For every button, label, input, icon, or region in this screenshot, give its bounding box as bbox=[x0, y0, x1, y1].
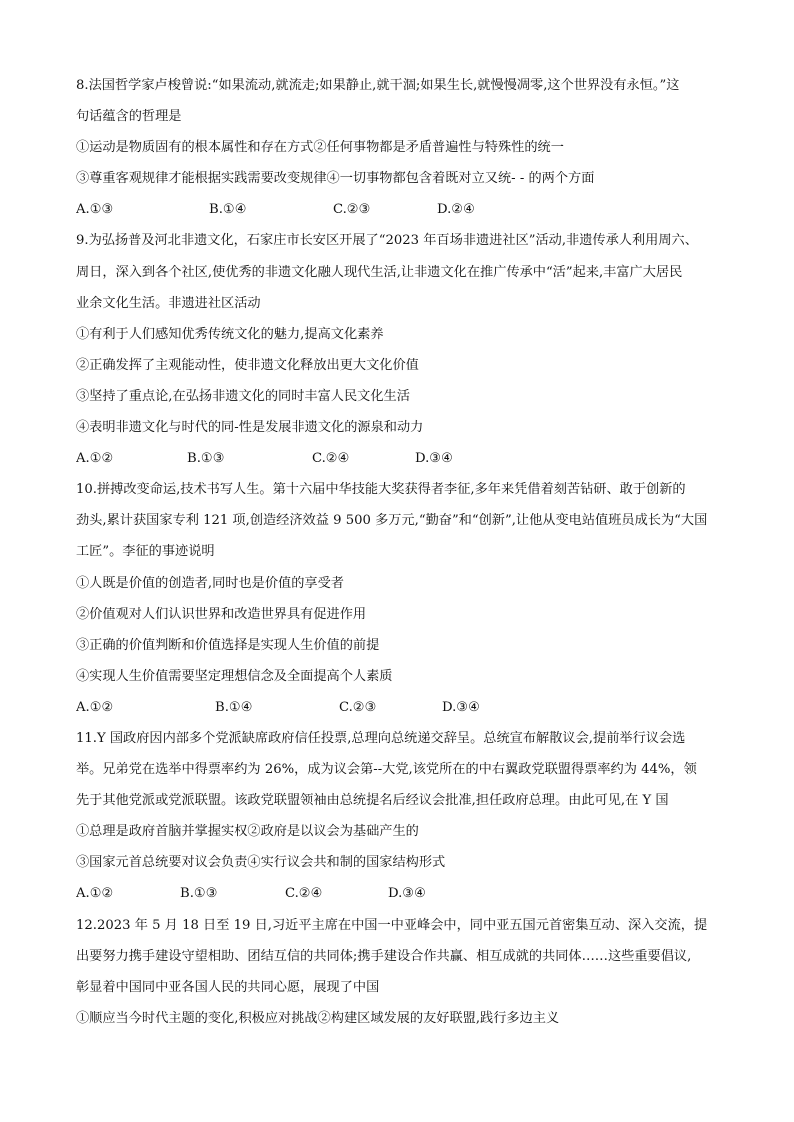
question-stem-line: 8.法国哲学家卢梭曾说:“如果流动,就流走;如果静止,就干涸;如果生长,就慢慢凋零,这个世界没有永恒。”这 bbox=[76, 78, 680, 93]
answer-choice-c[interactable]: C.②④ bbox=[285, 886, 323, 902]
question-option-line: ③正确的价值判断和价值选择是实现人生价值的前提 bbox=[76, 637, 380, 653]
question-option-line: ③国家元首总统要对议会负责④实行议会共和制的国家结构形式 bbox=[76, 855, 446, 871]
answer-choice-d[interactable]: D.③④ bbox=[388, 886, 426, 902]
question-stem-line: 先于其他党派或党派联盟。该政党联盟领袖由总统提名后经议会批准,担任政府总理。由此可见,在 Y 国 bbox=[76, 793, 669, 809]
question-stem-line: 9.为弘扬普及河北非遗文化，石家庄市长安区开展了“2023 年百场非遗进社区”活动,非遗传承人利用周六、 bbox=[76, 233, 698, 249]
answer-choice-c[interactable]: C.②③ bbox=[339, 699, 377, 715]
question-option-line: ①总理是政府首脑并掌握实权②政府是以议会为基础产生的 bbox=[76, 824, 419, 840]
answer-choice-d[interactable]: D.③④ bbox=[442, 699, 480, 715]
answer-choices bbox=[76, 698, 736, 729]
question-stem-line: 10.拼搏改变命运,技术书写人生。第十六届中华技能大奖获得者李征,多年来凭借着刻苦钻研、敢于创新的 bbox=[76, 482, 686, 498]
answer-choice-c[interactable]: C.②③ bbox=[333, 202, 371, 218]
question-stem-line: 业余文化生活。非遗进社区活动 bbox=[76, 295, 261, 311]
question-12 bbox=[76, 916, 736, 1040]
question-option-line: ④实现人生价值需要坚定理想信念及全面提高个人素质 bbox=[76, 668, 393, 684]
answer-choice-b[interactable]: B.①③ bbox=[187, 451, 225, 467]
answer-choices bbox=[76, 200, 736, 231]
question-option-line: ①运动是物质固有的根本属性和存在方式②任何事物都是矛盾普遍性与特殊性的统一 bbox=[76, 140, 564, 156]
question-option-line: ②正确发挥了主观能动性，使非遗文化释放出更大文化价值 bbox=[76, 357, 419, 373]
question-stem-line: 彰显着中国同中亚各国人民的共同心愿，展现了中国 bbox=[76, 979, 380, 995]
question-stem-line: 11.Y 国政府因内部多个党派缺席政府信任投票,总理向总统递交辞呈。总统宣布解散议会,提前举行议会选 bbox=[76, 730, 686, 746]
question-stem-line: 出要努力携手建设守望相助、团结互信的共同体;携手建设合作共赢、相互成就的共同体……这些重要倡议, bbox=[76, 948, 692, 964]
answer-choice-c[interactable]: C.②④ bbox=[312, 451, 350, 467]
answer-choice-b[interactable]: B.①③ bbox=[180, 886, 218, 902]
question-9 bbox=[76, 231, 736, 480]
question-stem-line: 劲头,累计获国家专利 121 项,创造经济效益 9 500 多万元,“勤奋”和“创新”,让他从变电站值班员成长为“大国 bbox=[76, 513, 708, 529]
question-11 bbox=[76, 729, 736, 916]
question-option-line: ①人既是价值的创造者,同时也是价值的享受者 bbox=[76, 575, 344, 591]
question-option-line: ②价值观对人们认识世界和改造世界具有促进作用 bbox=[76, 606, 367, 622]
question-option-line: ①有利于人们感知优秀传统文化的魅力,提高文化素养 bbox=[76, 326, 384, 342]
answer-choice-b[interactable]: B.①④ bbox=[209, 202, 247, 218]
question-option-line: ③尊重客观规律才能根据实践需要改变规律④一切事物都包含着既对立又统- - 的两个方面 bbox=[76, 171, 595, 187]
answer-choice-a[interactable]: A.①② bbox=[76, 699, 114, 715]
question-10 bbox=[76, 480, 736, 729]
question-8 bbox=[76, 76, 736, 231]
question-stem-line: 周日，深入到各个社区,使优秀的非遗文化融人现代生活,让非遗文化在推广传承中“活”起来,丰富广大居民 bbox=[76, 264, 683, 280]
question-option-line: ③坚持了重点论,在弘扬非遗文化的同时丰富人民文化生活 bbox=[76, 388, 410, 404]
answer-choices bbox=[76, 449, 736, 480]
question-stem-line: 工匠”。李征的事迹说明 bbox=[76, 544, 215, 560]
answer-choice-a[interactable]: A.①② bbox=[76, 451, 114, 467]
answer-choice-a[interactable]: A.①② bbox=[76, 886, 114, 902]
answer-choice-b[interactable]: B.①④ bbox=[215, 699, 253, 715]
answer-choice-d[interactable]: D.②④ bbox=[437, 202, 475, 218]
question-stem-line: 句话蕴含的哲理是 bbox=[76, 109, 182, 125]
answer-choice-d[interactable]: D.③④ bbox=[415, 451, 453, 467]
answer-choice-a[interactable]: A.①③ bbox=[76, 202, 114, 218]
answer-choices bbox=[76, 884, 736, 915]
question-option-line: ①顺应当今时代主题的变化,积极应对挑战②构建区域发展的友好联盟,践行多边主义 bbox=[76, 1010, 560, 1026]
question-stem-line: 举。兄弟党在选举中得票率约为 26%，成为议会第--大党,该党所在的中右翼政党联盟得票率约为 44%，领 bbox=[76, 762, 697, 778]
question-stem-line: 12.2023 年 5 月 18 日至 19 日,习近平主席在中国一中亚峰会中，同中亚五国元首密集互动、深入交流，提 bbox=[76, 917, 708, 933]
exam-page bbox=[76, 76, 736, 1040]
question-option-line: ④表明非遗文化与时代的同-性是发展非遗文化的源泉和动力 bbox=[76, 420, 424, 436]
